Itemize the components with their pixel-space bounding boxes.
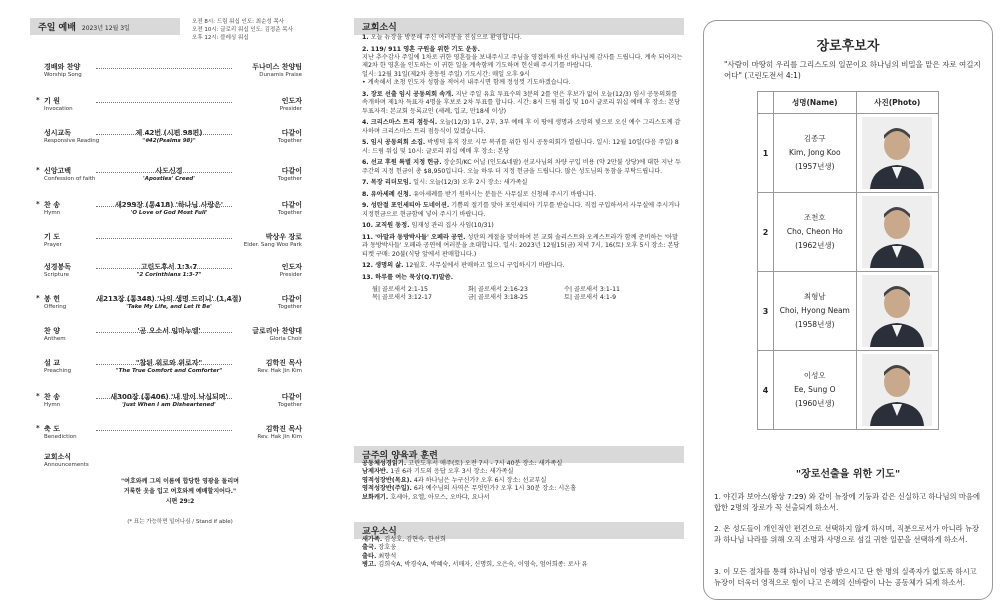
candidate-photo bbox=[862, 117, 932, 189]
item-title-en: Offering bbox=[44, 304, 67, 310]
item-detail-en: 'Take My Life, and Let It Be' bbox=[126, 304, 212, 310]
candidate-row bbox=[758, 272, 939, 351]
leader-dots bbox=[96, 172, 232, 173]
candidate-number: 2 bbox=[758, 193, 774, 272]
item-title-en: Invocation bbox=[44, 106, 73, 112]
item-leader-en: Presider bbox=[279, 272, 302, 278]
qt-cell: 월| 골로새서 2:1-15 bbox=[372, 285, 428, 293]
item-detail: 새299장 (통418) '하나님 사랑은' bbox=[114, 201, 224, 209]
item-detail-en: 'Apostles' Creed' bbox=[143, 176, 195, 182]
item-title-en: Benediction bbox=[44, 434, 77, 440]
news-item: 13. 하루를 여는 묵상(Q.T)말씀. bbox=[362, 274, 454, 281]
worship-header: 주일 예배 2023년 12월 3일 bbox=[30, 18, 180, 35]
prayer-title: "장로선출을 위한 기도" bbox=[795, 469, 901, 480]
item-leader: 김학진 목사 bbox=[265, 359, 302, 367]
candidate-photo bbox=[862, 275, 932, 347]
item-title-en: Prayer bbox=[44, 242, 62, 248]
item-leader-en: Dunamis Praise bbox=[259, 72, 302, 78]
item-leader: 다같이 bbox=[281, 201, 302, 209]
worship-item bbox=[36, 262, 302, 292]
leader-dots bbox=[96, 206, 232, 207]
news-item: 12. 생명의 삶. 12월호. 사무실에서 판매하고 있으니 구입하시기 바랍니다. bbox=[362, 262, 565, 270]
item-detail-en: 'Just When I am Disheartened' bbox=[122, 402, 216, 408]
news-item: 10. 교직원 동정. 임재성 관리 집사 사임(10/31) bbox=[362, 222, 494, 230]
leader-dots bbox=[96, 332, 232, 333]
members-item: 새가족. 김성호, 김현숙, 한선희 bbox=[362, 536, 446, 543]
service-times: 오전 8시: 드림 워십 인도: 최순성 목사 오전 10시: 글로리 워십 인도: 김정준 목사 오후 12시: 블레싱 워십 bbox=[192, 19, 293, 41]
training-list bbox=[362, 460, 684, 502]
members-item: 출타. 최향석 bbox=[362, 552, 397, 560]
item-leader-en: Together bbox=[278, 210, 302, 216]
candidate-row bbox=[758, 351, 939, 430]
item-leader-en: Together bbox=[278, 176, 302, 182]
training-header: 금주의 양육과 훈련 bbox=[354, 446, 684, 463]
elder-title: 장로후보자 bbox=[816, 39, 880, 54]
item-title: 성경봉독 bbox=[44, 263, 72, 271]
members-item: 출국. 장호웅 bbox=[362, 544, 397, 552]
worship-item bbox=[36, 200, 302, 230]
item-leader: 다같이 bbox=[281, 129, 302, 137]
item-detail: 사도신경 bbox=[155, 167, 183, 175]
candidate-row bbox=[758, 193, 939, 272]
members-list bbox=[362, 536, 684, 570]
worship-item bbox=[36, 424, 302, 454]
item-leader: 인도자 bbox=[281, 97, 302, 105]
item-title: 신앙고백 bbox=[44, 167, 72, 175]
item-leader-en: Rev. Hak Jin Kim bbox=[257, 434, 302, 440]
item-title: 설 교 bbox=[44, 359, 60, 367]
qt-cell: 수| 골로새서 3:1-11 bbox=[564, 285, 620, 293]
leader-dots bbox=[96, 134, 232, 135]
item-title: 축 도 bbox=[44, 425, 60, 433]
candidate-row bbox=[758, 114, 939, 193]
news-item: 3. 장로 선출 임시 공동의회 속개. 지난 주일 유효 투표수의 3분의 2를 얻은 후보가 없어 오늘(12/3) 임시 공동의회를 속개하며 제1차 득표자 4명을 후보로 2차 투표를 합니다. 시간: 8시 드림 워십 및 10시 글로리 워십 예배 후 장소: 본당 투표자격: 본교회 등록교인 (세례, 입교, 만18세 이상) bbox=[362, 90, 681, 115]
worship-item bbox=[36, 392, 302, 422]
item-title-en: Scripture bbox=[44, 272, 69, 278]
candidate-photo bbox=[862, 354, 932, 426]
worship-item bbox=[36, 166, 302, 196]
item-title: 찬 송 bbox=[44, 393, 60, 401]
item-leader: 박상우 장로 bbox=[265, 233, 302, 241]
item-title: 봉 헌 bbox=[44, 295, 60, 303]
item-title-en: Preaching bbox=[44, 368, 72, 374]
prayer-item: 2. 온 성도들이 개인적인 편견으로 선택하지 않게 하시며, 직분으로서가 아니라 뉴장과 하나님 나라를 위해 오직 소명과 사명으로 섬길 귀한 일꾼을 선택하게 하소서. bbox=[714, 524, 980, 544]
item-leader-en: Presider bbox=[279, 106, 302, 112]
news-item: 6. 선교 후원 특별 지정 헌금. 장순희/KC 어닐 (인도&네팔) 선교사님의 차량 구입 비용 (약 2만불 상당)에 대한 지난 두 주간의 지정 헌금이 총 $8,950입니다. 오늘 하루 더 지정 헌금을 드립니다. 많은 성도님의 동참을 부탁드립니다. bbox=[362, 159, 681, 175]
item-title: 성시교독 bbox=[44, 129, 72, 137]
item-detail-en: "2 Corinthians 1:3-7" bbox=[136, 272, 202, 278]
item-detail: 새300장 (통406) '내 맘이 낙심되며' bbox=[110, 393, 228, 401]
qt-cell: 금| 골로새서 3:18-25 bbox=[468, 294, 528, 301]
qt-cell: 목| 골로새서 3:12-17 bbox=[372, 294, 432, 301]
candidate-photo bbox=[862, 196, 932, 268]
worship-item bbox=[36, 294, 302, 324]
item-title-en: Hymn bbox=[44, 210, 61, 216]
news-item: 1. 오늘 뉴장을 방문해 주신 여러분을 진심으로 환영합니다. bbox=[362, 34, 522, 41]
closing-verse: "여호와께 그의 이름에 합당한 영광을 돌리며 거룩한 옷을 입고 여호와께 예배할지어다." 시편 29:2 bbox=[121, 478, 239, 505]
item-leader-en: Gloria Choir bbox=[269, 336, 302, 342]
stand-marker: * bbox=[36, 392, 40, 400]
item-detail-en: 'O Love of God Most Full' bbox=[130, 210, 208, 216]
worship-item bbox=[36, 232, 302, 262]
leader-dots bbox=[96, 238, 232, 239]
candidate-number: 1 bbox=[758, 114, 774, 193]
item-title: 기 원 bbox=[44, 97, 60, 105]
worship-item bbox=[36, 128, 302, 158]
stand-marker: * bbox=[36, 294, 40, 302]
training-item: 공동체성경읽기. 고린도후서 매주(토) 오전 7시 - 7시 40분 장소: 새가족실 bbox=[362, 460, 563, 467]
news-list bbox=[362, 34, 684, 302]
item-detail: "참된 위로와 위로자" bbox=[135, 359, 203, 367]
item-leader: 다같이 bbox=[281, 393, 302, 401]
item-leader: 글로리아 찬양대 bbox=[252, 327, 302, 335]
worship-item bbox=[36, 96, 302, 126]
item-title: 교회소식 bbox=[44, 453, 72, 461]
item-leader: 두나미스 찬양팀 bbox=[252, 63, 302, 71]
item-title-en: Announcements bbox=[44, 462, 89, 468]
prayer-item: 3. 이 모든 절차를 통해 하나님이 영광 받으시고 단 한 명의 실족자가 없도록 하시고 뉴장이 더욱더 영적으로 힘이 나고 은혜의 신바람이 나는 공동체가 되게 하소서. bbox=[714, 567, 977, 587]
leader-dots bbox=[96, 398, 232, 399]
training-item: 영적성장반(목요). 4과 하나님은 누구신가? 오후 6시 장소: 선교부실 bbox=[362, 476, 547, 484]
training-item: 보화캐기. 호세아, 요엘, 아모스, 오바댜, 요나서 bbox=[362, 493, 490, 501]
candidate-number: 4 bbox=[758, 351, 774, 430]
item-detail: 새213장 (통348) '나의 생명 드리니' (1,4절) bbox=[96, 295, 242, 303]
members-header: 교우소식 bbox=[354, 522, 684, 539]
leader-dots bbox=[96, 68, 232, 69]
item-title-en: Worship Song bbox=[44, 72, 82, 78]
item-leader: 다같이 bbox=[281, 295, 302, 303]
prayer-item: 1. 야긴과 보아스(왕상 7:29) 와 같이 뉴장에 기둥과 같은 신실하고 하나님의 마음에 합한 2명의 장로가 꼭 선출되게 하소서. bbox=[714, 492, 981, 512]
item-title: 찬 송 bbox=[44, 201, 60, 209]
item-title: 찬 양 bbox=[44, 327, 60, 335]
candidate-number: 3 bbox=[758, 272, 774, 351]
item-leader-en: Together bbox=[278, 138, 302, 144]
item-detail: 고린도후서 1:3-7 bbox=[140, 263, 198, 271]
worship-item bbox=[36, 358, 302, 388]
news-item: 5. 임시 공동의회 소집. 박병덕 휴직 장로 시무 복귀를 위한 임시 공동의회가 열립니다. 일시: 12월 10일(다음 주일) 8시: 드림 워십 및 10시: 글로리 워십 예배 후 장소: 본당 bbox=[362, 139, 679, 155]
item-detail: '곧 오소서 임마누엘' bbox=[137, 327, 201, 335]
item-detail: 제 42번 (시편 98편) bbox=[135, 129, 203, 137]
qt-cell: 토| 골로새서 4:1-9 bbox=[564, 294, 617, 301]
photo-header: 사진(Photo) bbox=[856, 92, 938, 114]
worship-item bbox=[36, 62, 302, 92]
worship-date: 2023년 12월 3일 bbox=[81, 25, 130, 32]
candidate-name: 이성오 Ee, Sung O (1960년생) bbox=[774, 351, 857, 430]
news-header: 교회소식 bbox=[354, 18, 684, 35]
training-item: 남제자반. 1권 6과 기도의 응답 오후 3시 장소: 새가족실 bbox=[362, 468, 514, 476]
worship-column bbox=[0, 0, 318, 612]
item-leader: 인도자 bbox=[281, 263, 302, 271]
name-header: 성명(Name) bbox=[774, 92, 857, 114]
news-item: 8. 유아세례 신청. 유아세례를 받기 원하시는 분들은 사무실로 신청해 주시기 바랍니다. bbox=[362, 190, 597, 198]
elder-box bbox=[703, 20, 993, 600]
item-leader-en: Together bbox=[278, 402, 302, 408]
leader-dots bbox=[96, 430, 232, 431]
item-title-en: Anthem bbox=[44, 336, 66, 342]
training-item: 영적성장반(주일). 6과 예수님의 사역은 무엇인가? 오후 1시 30분 장소: 시온홀 bbox=[362, 485, 577, 493]
item-detail-en: "The True Comfort and Comforter" bbox=[115, 368, 223, 374]
stand-marker: * bbox=[36, 166, 40, 174]
candidate-name: 최형남 Choi, Hyong Neam (1958년생) bbox=[774, 272, 857, 351]
item-leader: 김학진 목사 bbox=[265, 425, 302, 433]
item-title-en: Responsive Reading bbox=[44, 138, 100, 144]
item-title-en: Confession of faith bbox=[44, 176, 96, 182]
news-item: 4. 크리스마스 트리 점등식. 오늘(12/3) 1부, 2부, 3부 예배 후 이 땅에 생명과 소망의 빛으로 오신 예수 그리스도께 감사하며 크리스마스 트리 점등식이 있겠습니다. bbox=[362, 119, 681, 135]
news-item: 11. '아말과 동방박사들' 오페라 공연. 성탄의 계절을 맞이하여 본 교회 솔리스트와 오케스트라가 함께 준비하는 '아말과 동방박사들' 오페라 공연에 여러분을 초대합니다. 일시: 2023년 12월15(금) 저녁 7시, 16(토) 오후 5시 장소: 본당 티켓 구매: 20불(식당 앞에서 판매합니다.) bbox=[362, 234, 680, 258]
item-title: 기 도 bbox=[44, 233, 60, 241]
item-leader: 다같이 bbox=[281, 167, 302, 175]
elder-quote: "사람이 마땅히 우리를 그리스도의 일꾼이요 하나님의 비밀을 맡은 자로 여길지어다" (고린도전서 4:1) bbox=[724, 60, 981, 80]
qt-table bbox=[362, 286, 684, 303]
stand-marker: * bbox=[36, 96, 40, 104]
candidates-table bbox=[757, 91, 939, 430]
item-leader-en: Rev. Hak Jin Kim bbox=[257, 368, 302, 374]
members-item: 병고. 김희숙A, 박경숙A, 박혜숙, 서매자, 신명희, 오은숙, 이영숙, 엄어희종: 로사 유 bbox=[362, 561, 588, 569]
item-detail-en: "#42(Psalms 98)" bbox=[142, 138, 196, 144]
item-title: 경배와 찬양 bbox=[44, 63, 81, 71]
announcements-column bbox=[354, 0, 684, 612]
news-item: 9. 성탄절 포인세티아 도네이션. 기쁨의 절기를 맞아 포인세티아 기부를 받습니다. 직접 구입하셔서 사무실에 주시거나 지정헌금으로 현금함에 넣어 주시기 바랍니다. bbox=[362, 202, 681, 218]
item-leader-en: Elder. Sang Woo Park bbox=[243, 242, 302, 248]
stand-marker: * bbox=[36, 424, 40, 432]
stand-marker: * bbox=[36, 200, 40, 208]
leader-dots bbox=[96, 102, 232, 103]
news-item: 2. 119/ 911 영혼 구원을 위한 기도 운동. 지난 추수감사 주일에 1차로 귀한 영혼들을 보내주시고 주님을 영접하게 하신 하나님께 감사를 드립니다. 계속 되어지는 제2차 한 영혼을 인도하는 이 귀한 일을 계속함께 기도하며 헌신해 주시기를 바랍니다. 일시: 12월 31일(제2차 총동원 주일) 기도시간: 매일 오후 9시 • 계속해서 초청 인도자 성함을 적어서 내주시면 함께 정성껏 기도하겠습니다. bbox=[362, 45, 683, 87]
item-leader-en: Together bbox=[278, 304, 302, 310]
leader-dots bbox=[96, 364, 232, 365]
news-item: 7. 목장 리더모임. 일시: 오늘(12/3) 오후 2시 장소: 새가족실 bbox=[362, 179, 528, 187]
worship-item bbox=[36, 326, 302, 356]
candidate-name: 조천호 Cho, Cheon Ho (1962년생) bbox=[774, 193, 857, 272]
stand-note: (* 표는 가능하면 일어나심 / Stand if able) bbox=[127, 519, 233, 525]
leader-dots bbox=[96, 268, 232, 269]
elder-column bbox=[703, 0, 993, 612]
qt-cell: 화| 골로새서 2:16-23 bbox=[468, 285, 528, 293]
candidate-name: 김종구 Kim, Jong Koo (1957년생) bbox=[774, 114, 857, 193]
leader-dots bbox=[96, 300, 232, 301]
item-title-en: Hymn bbox=[44, 402, 61, 408]
